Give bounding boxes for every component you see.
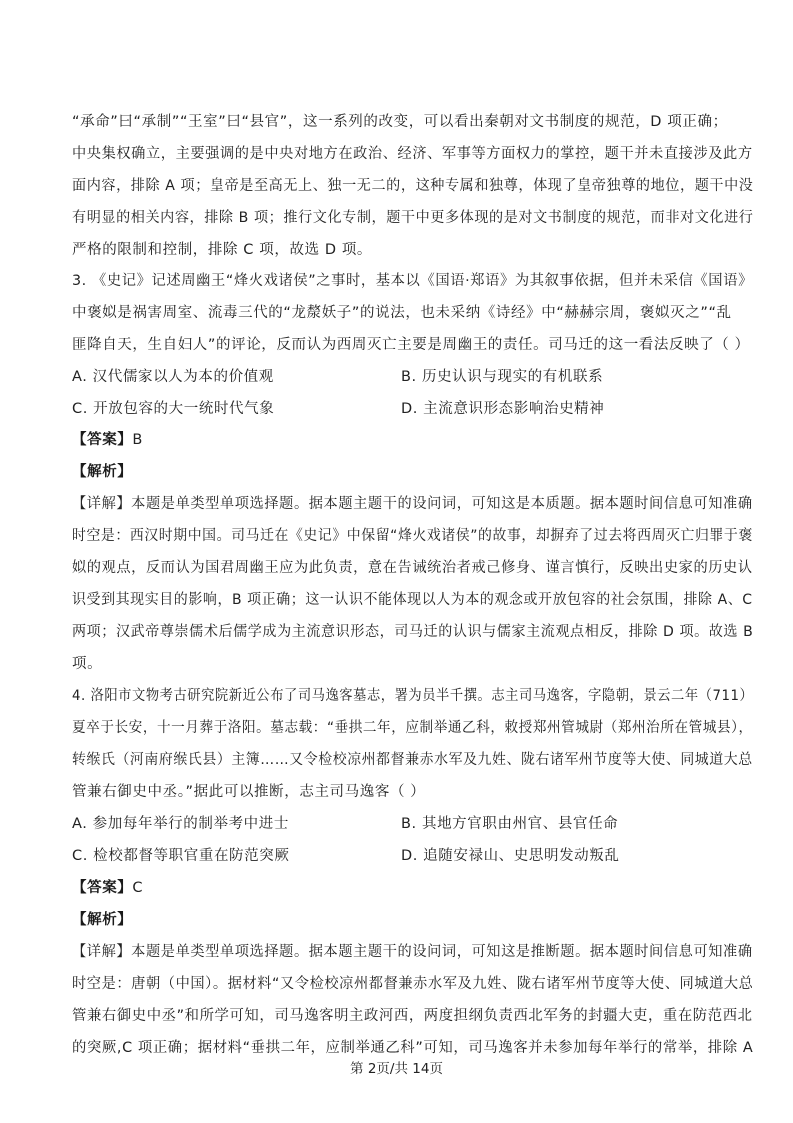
option-b: B. 其地方官职由州官、县官任命 [401,816,619,832]
option-a: A. 参加每年举行的制举考中进士 [72,816,289,832]
detail-line: 姒的观点，反而认为国君周幽王应为此负责，意在告诫统治者戒己修身、谨言慎行，反映出史家的历史认 [72,560,753,576]
detail-line: 【详解】本题是单类型单项选择题。据本题主题干的设问词，可知这是推断题。据本题时间信息可知准确 [72,944,753,960]
answer-label: 【答案】 [72,880,133,896]
question-4-stem: 管兼右御史中丞。”据此可以推断，志主司马逸客（ ） [72,784,426,800]
question-3-stem: 3. 《史记》记述周幽王“烽火戏诸侯”之事时，基本以《国语·郑语》为其叙事依据，但并未采信《国语》 [72,273,753,289]
answer-line [72,430,143,450]
option-b: B. 历史认识与现实的有机联系 [401,369,604,385]
text-line: 有明显的相关内容，排除 B 项；推行文化专制，题干中更多体现的是对文书制度的规范，而非对文化进行 [72,210,754,226]
question-4-stem: 4. 洛阳市文物考古研究院新近公布了司马逸客墓志，署为员半千撰。志主司马逸客，字隐朝，景云二年（711） [72,688,754,704]
option-d: D. 主流意识形态影响治史精神 [401,401,605,417]
text-line: 中央集权确立，主要强调的是中央对地方在政治、经济、军事等方面权力的掌控，题干并未直接涉及此方 [72,146,753,162]
page-footer: 第 2页/共 14页 [350,1061,443,1077]
text-line: 面内容，排除 A 项；皇帝是至高无上、独一无二的，这种专属和独尊，体现了皇帝独尊的地位，题干中没 [72,178,754,194]
analysis-label: 【解析】 [72,464,133,480]
text-line: “承命”曰“承制”“王室”曰“县官”，这一系列的改变，可以看出秦朝对文书制度的规范，D 项正确； [72,114,728,130]
text-line: 严格的限制和控制，排除 C 项，故选 D 项。 [72,242,373,258]
answer-label: 【答案】 [72,432,133,448]
detail-line: 项。 [72,656,103,672]
detail-line: 管兼右御史中丞”和所学可知，司马逸客明主政河西，两度担纲负责西北军务的封疆大吏，重在防范西北 [72,1008,753,1024]
detail-line: 识受到其现实目的影响，B 项正确；这一认识不能体现以人为本的观念或开放包容的社会氛围，排除 A、C [72,592,753,608]
question-3-stem: 匪降自天，生自妇人”的评论，反而认为西周灭亡主要是周幽王的责任。司马迁的这一看法反映了（ ） [72,337,750,353]
answer-value: B [132,432,143,448]
option-a: A. 汉代儒家以人为本的价值观 [72,369,274,385]
detail-line: 的突厥,C 项正确；据材料“垂拱二年，应制举通乙科”可知，司马逸客并未参加每年举行的常举，排除 A [72,1040,754,1056]
option-c: C. 开放包容的大一统时代气象 [72,401,275,417]
detail-line: 时空是：唐朝（中国）。据材料“又令检校凉州都督兼赤水军及九姓、陇右诸军州节度等大使、同城道大总 [72,976,754,992]
detail-line: 【详解】本题是单类型单项选择题。据本题主题干的设问词，可知这是本质题。据本题时间信息可知准确 [72,496,753,512]
detail-line: 时空是：西汉时期中国。司马迁在《史记》中保留“烽火戏诸侯”的故事，却摒弃了过去将西周灭亡归罪于褒 [72,528,753,544]
question-4-stem: 夏卒于长安，十一月葬于洛阳。墓志载：“垂拱二年，应制举通乙科，敕授郑州管城尉（郑州治所在管城县）， [72,720,753,736]
option-c: C. 检校都督等职官重在防范突厥 [72,848,290,864]
analysis-label: 【解析】 [72,912,133,928]
detail-line: 两项；汉武帝尊崇儒术后儒学成为主流意识形态，司马迁的认识与儒家主流观点相反，排除 D 项。故选 B [72,624,754,640]
question-4-stem: 转缑氏（河南府缑氏县）主簿……又令检校凉州都督兼赤水军及九姓、陇右诸军州节度等大使、同城道大总 [72,752,753,768]
question-3-stem: 中褒姒是祸害周室、流毒三代的“龙漦妖子”的说法，也未采纳《诗经》中“赫赫宗周，褒姒灭之”“乱 [72,305,732,321]
answer-value: C [132,880,144,896]
option-d: D. 追随安禄山、史思明发动叛乱 [401,848,620,864]
answer-line [72,878,143,898]
